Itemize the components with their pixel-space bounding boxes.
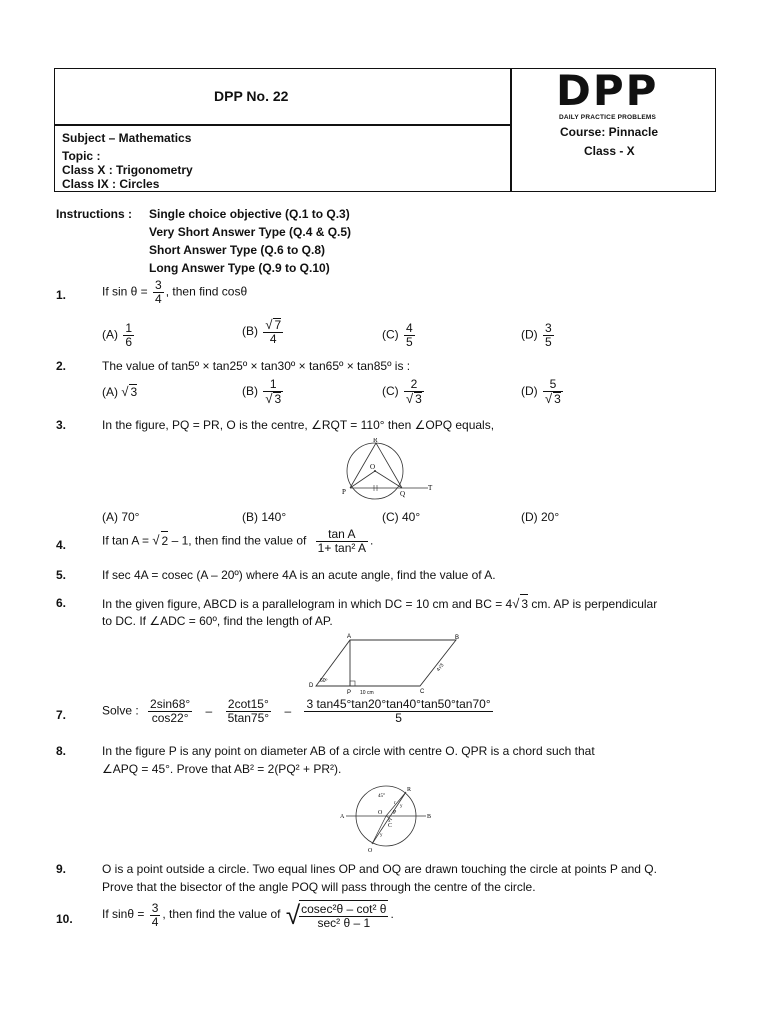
dpp-logo: DPP xyxy=(556,66,659,115)
subject-label: Subject – Mathematics xyxy=(62,131,192,145)
question-9-line-2: Prove that the bisector of the angle POQ will pass through the centre of the circle. xyxy=(102,880,536,894)
q8-label-angle: 45° xyxy=(378,794,385,799)
q8-radius-oq xyxy=(372,816,386,844)
question-6-line-2: to DC. If ∠ADC = 60º, find the length of AP. xyxy=(102,614,333,628)
q8-label-q: Q xyxy=(368,848,373,852)
question-9-number: 9. xyxy=(56,862,67,876)
header-divider-vertical xyxy=(510,68,512,192)
question-1-number: 1. xyxy=(56,288,67,302)
q8-label-r-radius: r xyxy=(394,801,396,806)
q8-label-r: R xyxy=(407,787,412,793)
q6-label-dc: 10 cm xyxy=(360,690,374,696)
q6-label-d: D xyxy=(309,683,314,689)
q3-label-o: O xyxy=(370,463,376,471)
course-name: Course: Pinnacle xyxy=(560,125,659,139)
question-2-number: 2. xyxy=(56,359,67,373)
question-10-number: 10. xyxy=(56,912,73,926)
q1-option-b: (B) $\frac{√ 7}{4}$ xyxy=(242,317,282,346)
question-4-number: 4. xyxy=(56,538,67,552)
instruction-line-2: Very Short Answer Type (Q.4 & Q.5) xyxy=(149,225,352,239)
q6-parallelogram xyxy=(316,640,456,686)
header-divider-horizontal xyxy=(54,124,511,126)
q3-line-oq xyxy=(375,471,402,488)
q3-option-b: (B) 140° xyxy=(242,510,287,524)
class-name: Class - X xyxy=(584,144,635,158)
q1-option-c: (C) $\frac{4}{5}$ xyxy=(382,321,413,349)
dpp-logo-subtitle: DAILY PRACTICE PROBLEMS xyxy=(559,114,657,121)
q6-label-c: C xyxy=(420,689,425,695)
q6-label-a: A xyxy=(347,634,352,640)
q2-option-d: (D) $\frac{5}{√ 3}$ xyxy=(521,377,561,406)
topic-class-ix: Class IX : Circles xyxy=(62,177,160,191)
q8-circle-figure xyxy=(340,780,432,852)
q1-option-d: (D) $\frac{3}{5}$ xyxy=(521,321,552,349)
question-5-text: If sec 4A = cosec (A – 20º) where 4A is an acute angle, find the value of A. xyxy=(102,568,496,582)
topic-class-x: Class X : Trigonometry xyxy=(62,163,193,177)
question-4-text: If tan A = √ 2 – 1, then find the value of $\frac{\text{tan A}}{\text{1+ tan² A}}$ . xyxy=(102,527,374,555)
q2-option-b: (B) $\frac{1}{√ 3}$ xyxy=(242,377,282,406)
q8-label-a: A xyxy=(340,814,345,820)
q2-option-a: (A) √ 3 xyxy=(102,384,138,399)
q1-option-a: (A) $\frac{1}{6}$ xyxy=(102,321,133,349)
q3-label-r: R xyxy=(373,438,378,444)
question-3-text: In the figure, PQ = PR, O is the centre, ∠RQT = 110° then ∠OPQ equals, xyxy=(102,418,495,432)
question-8-line-1: In the figure P is any point on diameter AB of a circle with centre O. QPR is a chord such that xyxy=(102,744,595,758)
instructions-label: Instructions : xyxy=(56,207,133,221)
q8-label-c: C xyxy=(388,823,393,829)
q8-label-y1: y xyxy=(400,804,403,809)
topic-label: Topic : xyxy=(62,149,101,163)
question-2-text: The value of tan5º × tan25º × tan30º × tan65º × tan85º is : xyxy=(102,359,411,373)
q3-option-d: (D) 20° xyxy=(521,510,560,524)
instruction-line-1: Single choice objective (Q.1 to Q.3) xyxy=(149,207,350,221)
q3-line-qr xyxy=(376,443,402,488)
question-7-expression: Solve : $\frac{2\sin 68^\circ}{\cos 22^\circ}$ – $\frac{2\cot 15^\circ}{5\tan 75^\circ}$ – $\frac{3 \tan 45^\circ\tan 20^\circ\tan 40^\circ\tan 50^\circ\tan 70^\circ}{5}$ xyxy=(102,697,491,725)
question-6-number: 6. xyxy=(56,596,67,610)
q6-label-bc: 4√3 xyxy=(435,662,446,673)
question-3-number: 3. xyxy=(56,418,67,432)
q8-label-b: B xyxy=(427,814,432,820)
q3-line-po xyxy=(350,471,375,488)
q3-label-p: P xyxy=(342,488,346,496)
q8-label-p: P xyxy=(393,810,397,816)
q6-label-p: P xyxy=(347,690,352,696)
q3-label-q: Q xyxy=(400,490,406,498)
question-10-text: If sinθ = $\frac{3}{4}$ , then find the value of √ $\frac{\text{cosec²θ – cot² θ}}{\text{sec² θ – 1}}$ . xyxy=(102,900,394,930)
q6-label-angle: 60º xyxy=(320,678,328,684)
q8-label-o: O xyxy=(378,810,383,816)
q3-label-t: T xyxy=(428,484,433,492)
question-5-number: 5. xyxy=(56,568,67,582)
q2-option-c: (C) $\frac{2}{√ 3}$ xyxy=(382,377,422,406)
q3-option-a: (A) 70° xyxy=(102,510,140,524)
q1-fraction: $\frac{3}{4}$ xyxy=(155,278,162,306)
q3-circle-figure xyxy=(336,438,436,506)
question-6-line-1: In the given figure, ABCD is a parallelogram in which DC = 10 cm and BC = 4√ 3 cm. AP is perpendicular xyxy=(102,596,658,611)
instruction-line-4: Long Answer Type (Q.9 to Q.10) xyxy=(149,261,330,275)
question-9-line-1: O is a point outside a circle. Two equal lines OP and OQ are drawn touching the circle at points P and Q. xyxy=(102,862,657,876)
q6-label-b: B xyxy=(455,635,460,641)
dpp-number: DPP No. 22 xyxy=(214,88,289,104)
q1-pre: If sin θ = xyxy=(102,284,148,299)
question-1-text xyxy=(102,279,247,306)
q1-post: , then find cosθ xyxy=(165,284,248,299)
instruction-line-3: Short Answer Type (Q.6 to Q.8) xyxy=(149,243,326,257)
q3-option-c: (C) 40° xyxy=(382,510,421,524)
question-7-number: 7. xyxy=(56,708,67,722)
question-8-number: 8. xyxy=(56,744,67,758)
q8-label-x: x xyxy=(388,819,391,824)
q8-label-y2: y xyxy=(380,833,383,838)
q6-parallelogram-figure xyxy=(306,632,466,696)
question-8-line-2: ∠APQ = 45°. Prove that AB² = 2(PQ² + PR²). xyxy=(102,762,342,776)
